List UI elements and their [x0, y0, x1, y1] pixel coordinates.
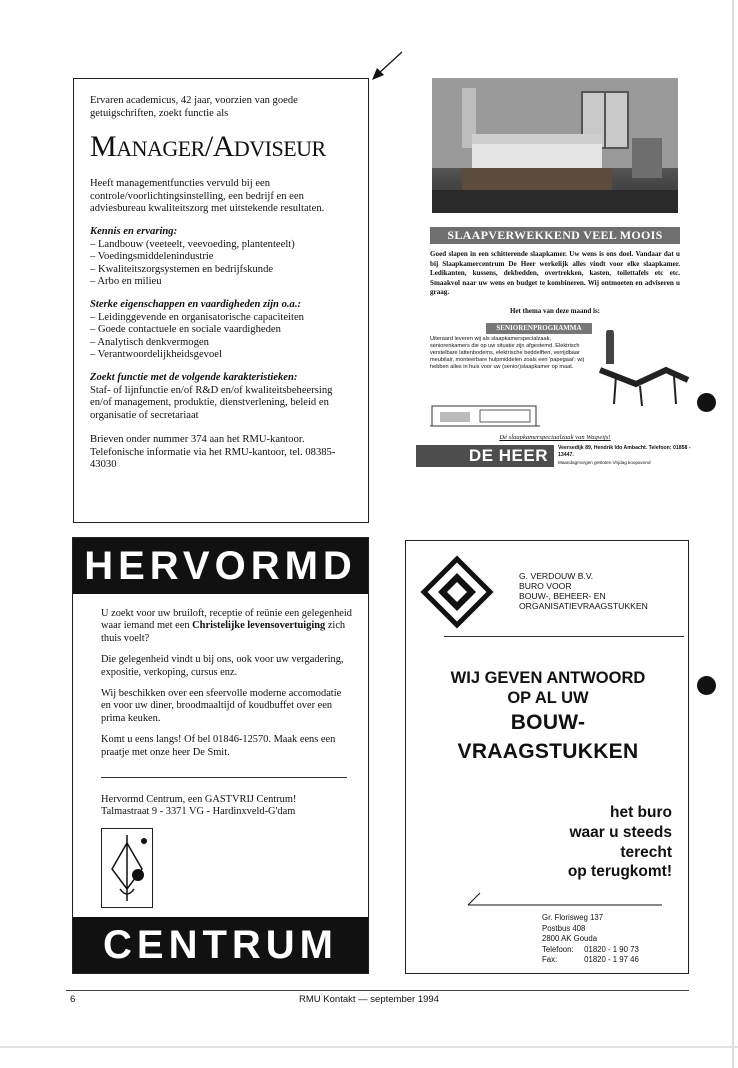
company-name: G. VERDOUW B.V. BURO VOOR BOUW-, BEHEER- EN ORGANISATIEVRAAGSTUKKEN [519, 571, 648, 611]
list-item: – Landbouw (veeteelt, veevoeding, plantenteelt) [90, 239, 356, 252]
theme-text: Het thema van deze maand is: [509, 307, 601, 315]
ad-de-heer [416, 78, 694, 470]
ad-body [101, 608, 353, 768]
adjustable-bed-image [596, 330, 692, 412]
list-item: – Analytisch denkvermogen [90, 337, 356, 350]
ad-subline: het buro waar u steeds terecht op terugkomt! [567, 804, 672, 881]
page-edge [0, 1046, 738, 1048]
bedroom-photo [432, 78, 678, 213]
list-item: – Verantwoordelijkheidsgevoel [90, 349, 356, 362]
ad-title: SLAAPVERWEKKEND VEEL MOOIS [430, 227, 680, 244]
paragraph: U zoekt voor uw bruiloft, receptie of reünie een gelegenheid waar iemand met een Christelijke levensovertuiging zich thuis voelt? [101, 608, 353, 644]
slogan-text: Dé slaapkamerspeciaalzaak van Wagwijs! [499, 434, 611, 441]
ad-headline: WIJ GEVEN ANTWOORD OP AL UW BOUW- VRAAGSTUKKEN [450, 669, 646, 763]
page-edge [732, 0, 734, 1068]
paragraph: Wij beschikken over een sfeervolle moderne accomodatie en voor uw diner, broodmaaltijd of koudbuffet over een prima keuken. [101, 688, 342, 724]
top-banner: HERVORMD [73, 538, 368, 594]
footer-divider [66, 990, 689, 991]
list-item: – Leidinggevende en organisatorische capaciteiten [90, 312, 356, 325]
bottom-banner: CENTRUM [73, 917, 368, 973]
section-heading: Sterke eigenschappen en vaardigheden zijn o.a.: [90, 298, 301, 310]
paragraph: Komt u eens langs! Of bel 01846-12570. Maak eens een praatje met onze heer De Smit. [101, 734, 336, 758]
store-building-image [430, 398, 540, 428]
list-item: – Goede contactuele en sociale vaardigheden [90, 324, 356, 337]
centrum-logo-icon [101, 828, 153, 908]
divider [101, 777, 347, 778]
page-number: 6 [70, 994, 76, 1005]
ad-hervormd-centrum [72, 537, 369, 974]
summary-text: Heeft managementfuncties vervuld bij een controle/voorlichtingsinstelling, een bedrijf en een adviesbureau kwaliteitszorg met uitstekende resultaten. [90, 178, 325, 215]
punch-hole-icon [697, 393, 716, 412]
senior-text: Uiteraard leveren wij als slaapkamerspecialzaak, seniorenkamers die op uw situatie zijn afgestemd. Elektrisch verstelbare lattenbodems, elektrische beddelften, verrijdbaar meubilair, monteerbare hulpmiddelen zoals een 'papegaai': wij hebben alles in huis voor uw (senior)slaapkamer op maat. [430, 336, 584, 371]
list-item: – Kwaliteitszorgsystemen en bedrijfskunde [90, 264, 356, 277]
section-text: Staf- of lijnfunctie en/of R&D en/of kwaliteitsbeheersing en/of management, produktie, dienstverlening, beleid en organisatie of secretariaat [90, 384, 333, 421]
intro-text: Ervaren academicus, 42 jaar, voorzien van goede getuigschriften, zoekt functie als [90, 95, 298, 119]
section-heading: Zoekt functie met de volgende karakteristieken: [90, 371, 298, 383]
section-list [90, 239, 356, 289]
store-address: Veersedijk 89, Hendrik Ido Ambacht. Telefoon: 01858 - 13447. [558, 445, 691, 458]
punch-hole-icon [697, 676, 716, 695]
corner-arrow-icon [366, 50, 406, 82]
paragraph: Die gelegenheid vindt u bij ons, ook voor uw vergadering, expositie, verkoping, cursus enz. [101, 654, 344, 678]
brand-banner: DE HEER [416, 445, 554, 467]
senior-program-badge: SENIORENPROGRAMMA [486, 323, 592, 334]
ad-headline: MANAGER/ADVISEUR [90, 130, 326, 164]
divider [444, 636, 684, 637]
address-block: Hervormd Centrum, een GASTVRIJ Centrum! Talmastraat 9 - 3371 VG - Hardinxveld-G'dam [101, 794, 297, 818]
contact-address: Gr. Florisweg 137 Postbus 408 2800 AK Gouda Telefoon: 01820 - 1 90 73 Fax: 01820 - 1 97 46 [542, 913, 639, 965]
section-list [90, 312, 356, 362]
arrow-line-icon [466, 889, 666, 907]
ad-body-text: Goed slapen in een schitterende slaapkamer. Uw wens is ons doel. Vandaar dat u bij Slaapkamercentrum De Heer werkelijk alles vindt voor elke slaapkamer. Ledikanten, kussens, dekbedden, overtrekken, kasten, toilettafels etc etc. Smaakvol naar uw wens en budget te kombineren. Wij ontmoeten en adviseren u graag. [430, 250, 680, 297]
section-heading: Kennis en ervaring: [90, 225, 178, 237]
page-caption: RMU Kontakt — september 1994 [299, 994, 439, 1005]
list-item: – Voedingsmiddelenindustrie [90, 251, 356, 264]
list-item: – Arbo en milieu [90, 276, 356, 289]
contact-text: Brieven onder nummer 374 aan het RMU-kantoor. Telefonische informatie via het RMU-kantoor, tel. 08385-43030 [90, 434, 336, 471]
gv-logo-icon [420, 555, 495, 630]
ad-manager-adviseur [73, 78, 369, 523]
ad-verdouw [405, 540, 689, 974]
opening-hours: Maandagmorgen gesloten Vrijdag koopavond [558, 460, 651, 465]
